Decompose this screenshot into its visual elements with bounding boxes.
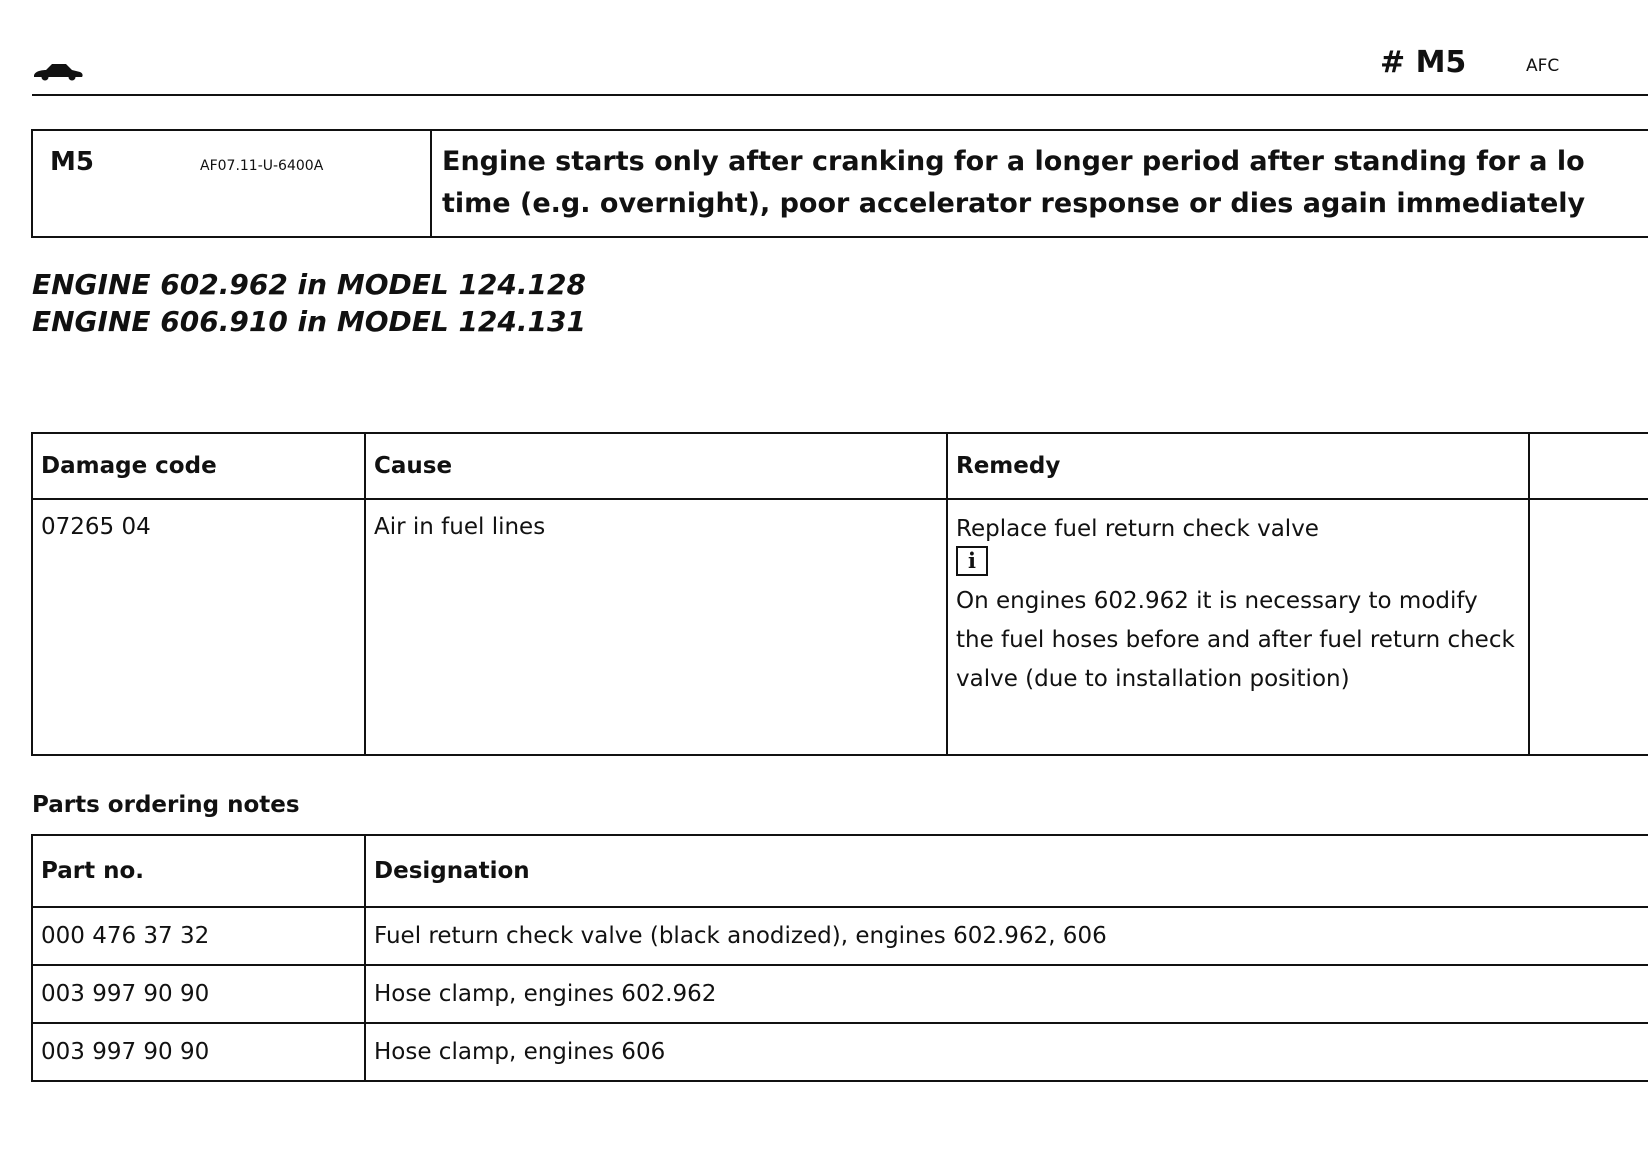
- designation-cell: Hose clamp, engines 602.962: [365, 965, 1648, 1023]
- table-row: [32, 1023, 1648, 1081]
- symptom-text: [442, 141, 1648, 225]
- symptom-code: M5: [50, 147, 94, 177]
- table-row: [32, 907, 1648, 965]
- damage-code-cell: 07265 04: [32, 499, 365, 755]
- designation-cell: Hose clamp, engines 606: [365, 1023, 1648, 1081]
- remedy-cell: [947, 499, 1529, 755]
- part-no-cell: 003 997 90 90: [32, 965, 365, 1023]
- info-icon[interactable]: i: [956, 546, 988, 576]
- page-code: AFC: [1526, 56, 1560, 76]
- engine-model-line-1: ENGINE 602.962 in MODEL 124.128: [32, 268, 586, 301]
- symptom-box: [31, 129, 1648, 238]
- header-designation: Designation: [365, 835, 1648, 907]
- remedy-text: Replace fuel return check valve: [956, 516, 1319, 542]
- table-row: [32, 499, 1648, 755]
- header-part-no: Part no.: [32, 835, 365, 907]
- parts-table-header: [32, 835, 1648, 907]
- car-icon: [32, 60, 84, 82]
- part-no-cell: 003 997 90 90: [32, 1023, 365, 1081]
- parts-table: [31, 834, 1648, 1082]
- header-cause: Cause: [365, 433, 947, 499]
- symptom-divider: [430, 131, 432, 236]
- symptom-text-line-1: Engine starts only after cranking for a longer period after standing for a lo: [442, 146, 1585, 177]
- header-damage-code: Damage code: [32, 433, 365, 499]
- header-rule: [32, 94, 1648, 96]
- extra-cell: [1529, 499, 1648, 755]
- damage-table-header: [32, 433, 1648, 499]
- part-no-cell: 000 476 37 32: [32, 907, 365, 965]
- damage-table: [31, 432, 1648, 756]
- parts-heading: Parts ordering notes: [32, 792, 300, 818]
- cause-cell: Air in fuel lines: [365, 499, 947, 755]
- symptom-text-line-2: time (e.g. overnight), poor accelerator response or dies again immediately: [442, 188, 1586, 219]
- designation-cell: Fuel return check valve (black anodized), engines 602.962, 606: [365, 907, 1648, 965]
- engine-model-line-2: ENGINE 606.910 in MODEL 124.131: [32, 305, 586, 338]
- header-remedy: Remedy: [947, 433, 1529, 499]
- header-extra: [1529, 433, 1648, 499]
- table-row: [32, 965, 1648, 1023]
- symptom-ref: AF07.11-U-6400A: [200, 158, 324, 174]
- page-tag: # M5: [1380, 45, 1467, 80]
- remedy-note: On engines 602.962 it is necessary to modify the fuel hoses before and after fuel return check valve (due to installation position): [956, 588, 1515, 692]
